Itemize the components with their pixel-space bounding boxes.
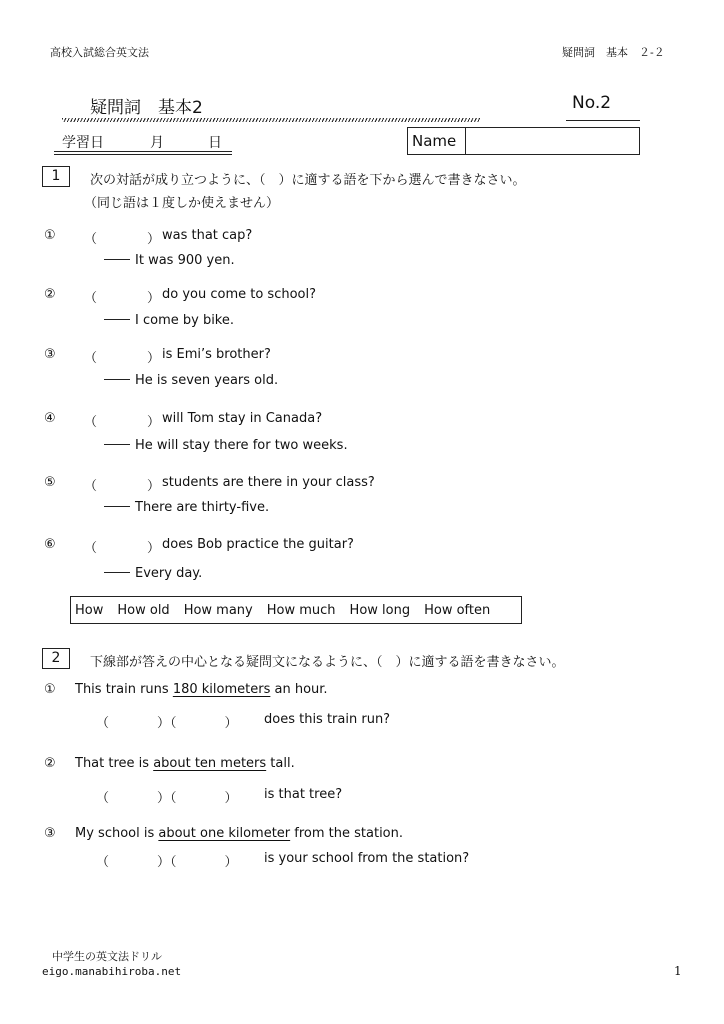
study-date-label: 学習日: [62, 135, 104, 151]
s1-item6-question: does Bob practice the guitar?: [162, 537, 354, 552]
s1-item3-mark: ③: [44, 347, 56, 362]
word-bank-item: How much: [266, 603, 336, 618]
section1-instruction: 次の対話が成り立つように、（ ）に適する語を下から選んで書きなさい。: [90, 173, 526, 188]
section1-note: （同じ語は１度しか使えません）: [84, 196, 280, 211]
number-underline: [566, 120, 640, 121]
section2-number: 2: [42, 648, 70, 669]
s2-item1-question: does this train run?: [264, 712, 391, 727]
word-bank-item: How many: [183, 603, 253, 618]
s2-item1-post: an hour.: [270, 682, 328, 697]
s2-item1-underlined: 180 kilometers: [172, 682, 271, 697]
s1-item3-blank[interactable]: （ ）: [84, 351, 161, 366]
s1-item6-blank[interactable]: （ ）: [84, 541, 161, 556]
date-underline-2: [54, 154, 232, 155]
s2-item1-mark: ①: [44, 682, 56, 697]
word-bank-item: How long: [349, 603, 411, 618]
page-title: 疑問詞 基本2: [90, 98, 203, 118]
s2-item3-mark: ③: [44, 826, 56, 841]
s1-item4-answer-row: [104, 438, 348, 453]
s1-item5-mark: ⑤: [44, 475, 56, 490]
s2-item3-underlined: about one kilometer: [158, 826, 291, 841]
s2-item2-question: is that tree?: [264, 787, 343, 802]
s1-item1-answer-row: [104, 253, 235, 268]
s2-item2-pre: That tree is: [75, 756, 154, 771]
s1-item4-blank[interactable]: （ ）: [84, 415, 161, 430]
title-underline: [62, 118, 480, 122]
s2-item3-sentence: [75, 826, 403, 841]
section2-instruction: 下線部が答えの中心となる疑問文になるように、（ ）に適する語を書きなさい。: [90, 655, 565, 670]
s1-item6-mark: ⑥: [44, 537, 56, 552]
s1-item2-answer: I come by bike.: [135, 313, 234, 328]
s1-item2-blank[interactable]: （ ）: [84, 291, 161, 306]
footer-url[interactable]: eigo.manabihiroba.net: [42, 965, 182, 978]
s1-item5-question: students are there in your class?: [162, 475, 375, 490]
s1-item2-mark: ②: [44, 287, 56, 302]
s1-item5-answer-row: [104, 500, 269, 515]
s1-item3-question: is Emi’s brother?: [162, 347, 271, 362]
s1-item1-answer: It was 900 yen.: [135, 253, 235, 268]
s1-item5-blank[interactable]: （ ）: [84, 479, 161, 494]
s1-item2-question: do you come to school?: [162, 287, 317, 302]
s2-item2-sentence: [75, 756, 295, 771]
s2-item2-underlined: about ten meters: [153, 756, 267, 771]
s1-item4-mark: ④: [44, 411, 56, 426]
study-month-label: 月: [150, 135, 164, 151]
s2-item1-sentence: [75, 682, 328, 697]
word-bank-item: How: [75, 603, 104, 618]
s2-item3-pre: My school is: [75, 826, 159, 841]
date-underline: [54, 151, 232, 152]
s2-item2-post: tall.: [266, 756, 295, 771]
header-left: 高校入試総合英文法: [50, 46, 149, 59]
s1-item6-answer-row: [104, 566, 202, 581]
s2-item1-blanks[interactable]: （ ）（ ）: [96, 716, 238, 731]
s1-item6-answer: Every day.: [135, 566, 203, 581]
footer-title: 中学生の英文法ドリル: [52, 950, 162, 963]
s1-item3-answer-row: [104, 373, 278, 388]
s2-item3-post: from the station.: [290, 826, 404, 841]
study-day-label: 日: [208, 135, 222, 151]
s1-item4-question: will Tom stay in Canada?: [162, 411, 323, 426]
name-label: Name: [412, 132, 457, 150]
page-number-footer: 1: [674, 964, 682, 978]
s2-item2-mark: ②: [44, 756, 56, 771]
name-box-divider: [465, 127, 466, 155]
s1-item3-answer: He is seven years old.: [135, 373, 279, 388]
s1-item1-mark: ①: [44, 228, 56, 243]
s1-item1-blank[interactable]: （ ）: [84, 232, 161, 247]
s2-item1-pre: This train runs: [75, 682, 173, 697]
s2-item3-question: is your school from the station?: [264, 851, 470, 866]
page-number: No.2: [572, 93, 612, 113]
s1-item4-answer: He will stay there for two weeks.: [135, 438, 348, 453]
s2-item2-blanks[interactable]: （ ）（ ）: [96, 791, 238, 806]
section1-number: 1: [42, 166, 70, 187]
s1-item2-answer-row: [104, 313, 234, 328]
word-bank-item: How often: [424, 603, 491, 618]
s1-item5-answer: There are thirty-five.: [135, 500, 270, 515]
word-bank: [75, 603, 504, 618]
word-bank-item: How old: [117, 603, 170, 618]
s1-item1-question: was that cap?: [162, 228, 253, 243]
header-right: 疑問詞 基本 ２-２: [562, 46, 665, 59]
s2-item3-blanks[interactable]: （ ）（ ）: [96, 855, 238, 870]
